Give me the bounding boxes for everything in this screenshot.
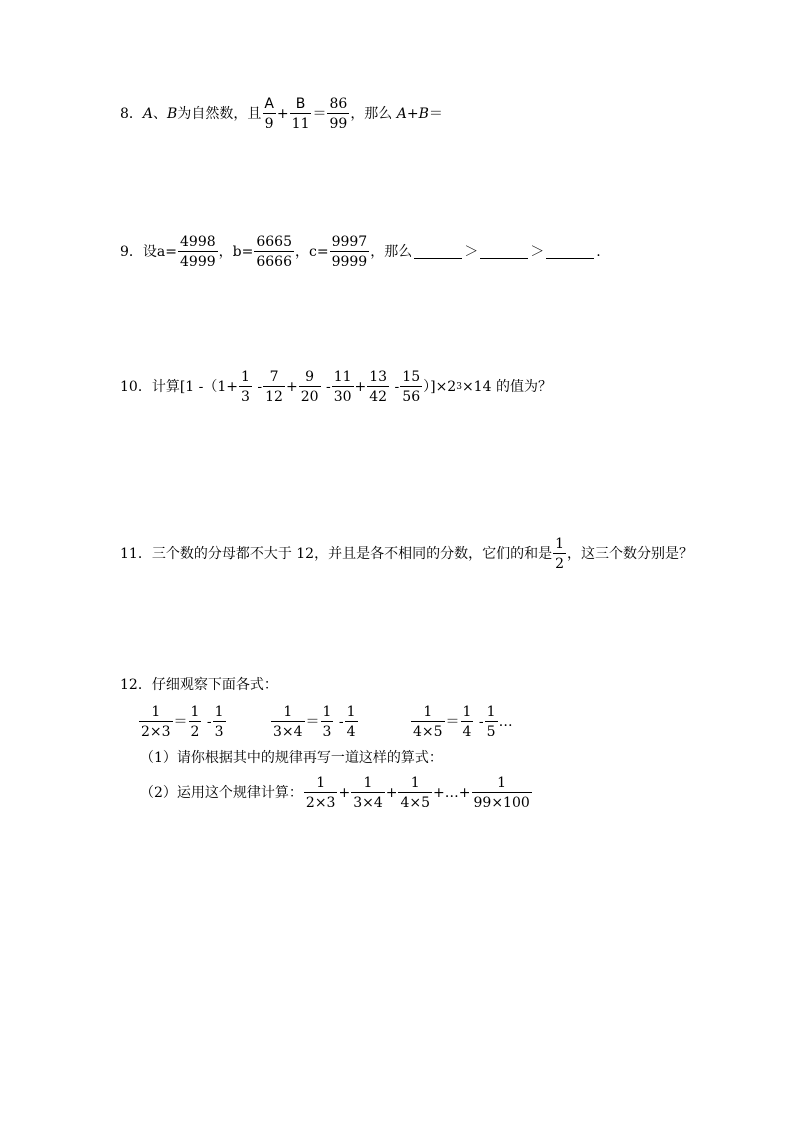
q10-label: 10．计算[1 -（1+ bbox=[120, 379, 239, 395]
q10-f3-den: 20 bbox=[299, 386, 321, 404]
q12-e2-a: $\frac{1}{3}$ bbox=[322, 704, 332, 740]
q10-tail-1: ）]×2 bbox=[423, 379, 457, 395]
q12-example-3: $\frac{1}{4\times 5}$ ＝ $\frac{1}{4}$ - $\frac{1}{5}$ … bbox=[413, 704, 513, 740]
q8-text2: ，那么 bbox=[350, 106, 397, 122]
q10-fraction-5 bbox=[367, 370, 389, 404]
q10-f5-num: 13 bbox=[369, 369, 388, 385]
q12-sum-term-2: $\frac{1}{3\times 4}$ bbox=[353, 775, 383, 811]
q12-sub2-label: （2）运用这个规律计算： bbox=[140, 785, 303, 801]
q9-fb-num: 6665 bbox=[256, 234, 292, 250]
q10-f4-num: 11 bbox=[333, 369, 352, 385]
q10-f1-num: 1 bbox=[241, 369, 250, 385]
q10-op-5: - bbox=[390, 379, 400, 395]
q8-text1: 为自然数，且 bbox=[177, 106, 262, 122]
q10-fraction-2 bbox=[263, 370, 285, 404]
q12-e2-b: $\frac{1}{4}$ bbox=[346, 704, 356, 740]
question-8 bbox=[120, 97, 443, 131]
q10-fraction-6 bbox=[400, 370, 422, 404]
q9-fraction-c bbox=[330, 235, 370, 269]
q10-fraction-1 bbox=[239, 370, 252, 404]
q9-a-pre: a= bbox=[156, 244, 177, 260]
q9-end: . bbox=[596, 244, 601, 260]
q12-sum-term-last: $\frac{1}{99\times 100}$ bbox=[473, 775, 530, 811]
q8-fraction-2 bbox=[290, 97, 312, 131]
question-9 bbox=[120, 235, 601, 269]
q10-f2-den: 12 bbox=[263, 386, 285, 404]
q10-f6-num: 15 bbox=[402, 369, 421, 385]
q12-subquestion-1: （1）请你根据其中的规律再写一道这样的算式： bbox=[140, 750, 443, 766]
q9-fb-den: 6666 bbox=[254, 251, 294, 269]
q12-sum-term-1: $\frac{1}{2\times 3}$ bbox=[305, 775, 336, 811]
q10-f1-den: 3 bbox=[239, 386, 252, 404]
q10-op-2: + bbox=[285, 379, 298, 395]
q9-blank-3[interactable] bbox=[546, 246, 594, 259]
q9-fc-num: 9997 bbox=[331, 234, 368, 250]
q10-tail-2: ×14 的值为？ bbox=[461, 379, 552, 395]
q12-subquestion-2: （2）运用这个规律计算： $\frac{1}{2\times 3}$ + $\frac{1}{3\times 4}$ + $\frac{1}{4\times 5}$ +…+ $\frac{1}{99\times 100}$ bbox=[140, 775, 530, 811]
q12-ellipsis: … bbox=[498, 714, 513, 730]
q12-e3-lhs: $\frac{1}{4\times 5}$ bbox=[413, 704, 443, 740]
q9-blank-1[interactable] bbox=[414, 246, 462, 259]
q8-eq: ＝ bbox=[312, 106, 327, 122]
q8-eq2: ＝ bbox=[428, 106, 443, 122]
q8-fraction-1 bbox=[262, 97, 276, 131]
q8-f1-num: A bbox=[264, 96, 274, 112]
q11-f-num: 1 bbox=[555, 536, 564, 552]
q10-fraction-4 bbox=[332, 370, 354, 404]
q9-c-pre: ，c= bbox=[294, 244, 329, 260]
q10-op-4: + bbox=[354, 379, 367, 395]
q10-op-3: - bbox=[321, 379, 331, 395]
q12-e2-lhs: $\frac{1}{3\times 4}$ bbox=[273, 704, 303, 740]
q12-e1-a: $\frac{1}{2}$ bbox=[190, 704, 200, 740]
q10-f5-den: 42 bbox=[367, 386, 389, 404]
q10-op-1: - bbox=[252, 379, 263, 395]
q10-fraction-3 bbox=[299, 370, 321, 404]
q8-sep: 、 bbox=[153, 106, 168, 122]
q12-e1-b: $\frac{1}{3}$ bbox=[214, 704, 224, 740]
q9-fa-den: 4999 bbox=[178, 251, 218, 269]
q9-fraction-a bbox=[178, 235, 218, 269]
q12-e3-a: $\frac{1}{4}$ bbox=[462, 704, 472, 740]
q9-text: ，那么 bbox=[370, 244, 413, 260]
q9-gt-1: ＞ bbox=[464, 244, 479, 260]
q8-a-plus-b: A+B bbox=[396, 106, 429, 122]
q9-fa-num: 4998 bbox=[180, 234, 216, 250]
q12-example-2: $\frac{1}{3\times 4}$ ＝ $\frac{1}{3}$ - $\frac{1}{4}$ bbox=[273, 704, 356, 740]
q8-var-a: A bbox=[142, 106, 154, 122]
q8-label: 8． bbox=[120, 106, 143, 122]
q8-f1-den: 9 bbox=[263, 113, 276, 131]
q11-text-2: ，这三个数分别是？ bbox=[567, 546, 693, 562]
q10-f2-num: 7 bbox=[269, 369, 279, 385]
q12-sum-term-3: $\frac{1}{4\times 5}$ bbox=[400, 775, 431, 811]
q10-f6-den: 56 bbox=[400, 386, 422, 404]
q11-f-den: 2 bbox=[553, 553, 566, 571]
q12-title: 12．仔细观察下面各式： bbox=[120, 677, 278, 693]
q9-label: 9．设 bbox=[120, 244, 157, 260]
q9-gt-2: ＞ bbox=[530, 244, 545, 260]
q8-f3-num: 86 bbox=[329, 96, 348, 112]
q10-f3-num: 9 bbox=[305, 369, 315, 385]
q8-var-b: B bbox=[167, 106, 178, 122]
q10-f4-den: 30 bbox=[332, 386, 354, 404]
question-11 bbox=[120, 537, 693, 571]
q8-f3-den: 99 bbox=[327, 113, 349, 131]
q9-fc-den: 9999 bbox=[330, 251, 370, 269]
q11-text-1: 11．三个数的分母都不大于 12，并且是各不相同的分数，它们的和是 bbox=[120, 546, 553, 562]
q8-f2-num: B bbox=[295, 96, 306, 112]
q9-blank-2[interactable] bbox=[480, 246, 528, 259]
question-10: 10．计算[1 -（1+ $\frac{1}{3}$ - $\frac{7}{12}$ + $\frac{9}{20}$ - $\frac{11}{30}$ + $\frac{13}{42}$ - $\frac{15}{56}$ ）]×2 3 ×14 的值为？ bbox=[120, 369, 552, 405]
q8-fraction-3 bbox=[327, 97, 349, 131]
q11-fraction bbox=[553, 537, 566, 571]
q8-plus: + bbox=[276, 106, 289, 122]
q9-b-pre: ，b= bbox=[218, 244, 254, 260]
q12-e1-lhs: $\frac{1}{2\times 3}$ bbox=[141, 704, 171, 740]
q8-f2-den: 11 bbox=[290, 113, 312, 131]
q12-e3-b: $\frac{1}{5}$ bbox=[486, 704, 496, 740]
q9-fraction-b bbox=[254, 235, 294, 269]
q12-example-1: $\frac{1}{2\times 3}$ ＝ $\frac{1}{2}$ - $\frac{1}{3}$ bbox=[141, 704, 224, 740]
